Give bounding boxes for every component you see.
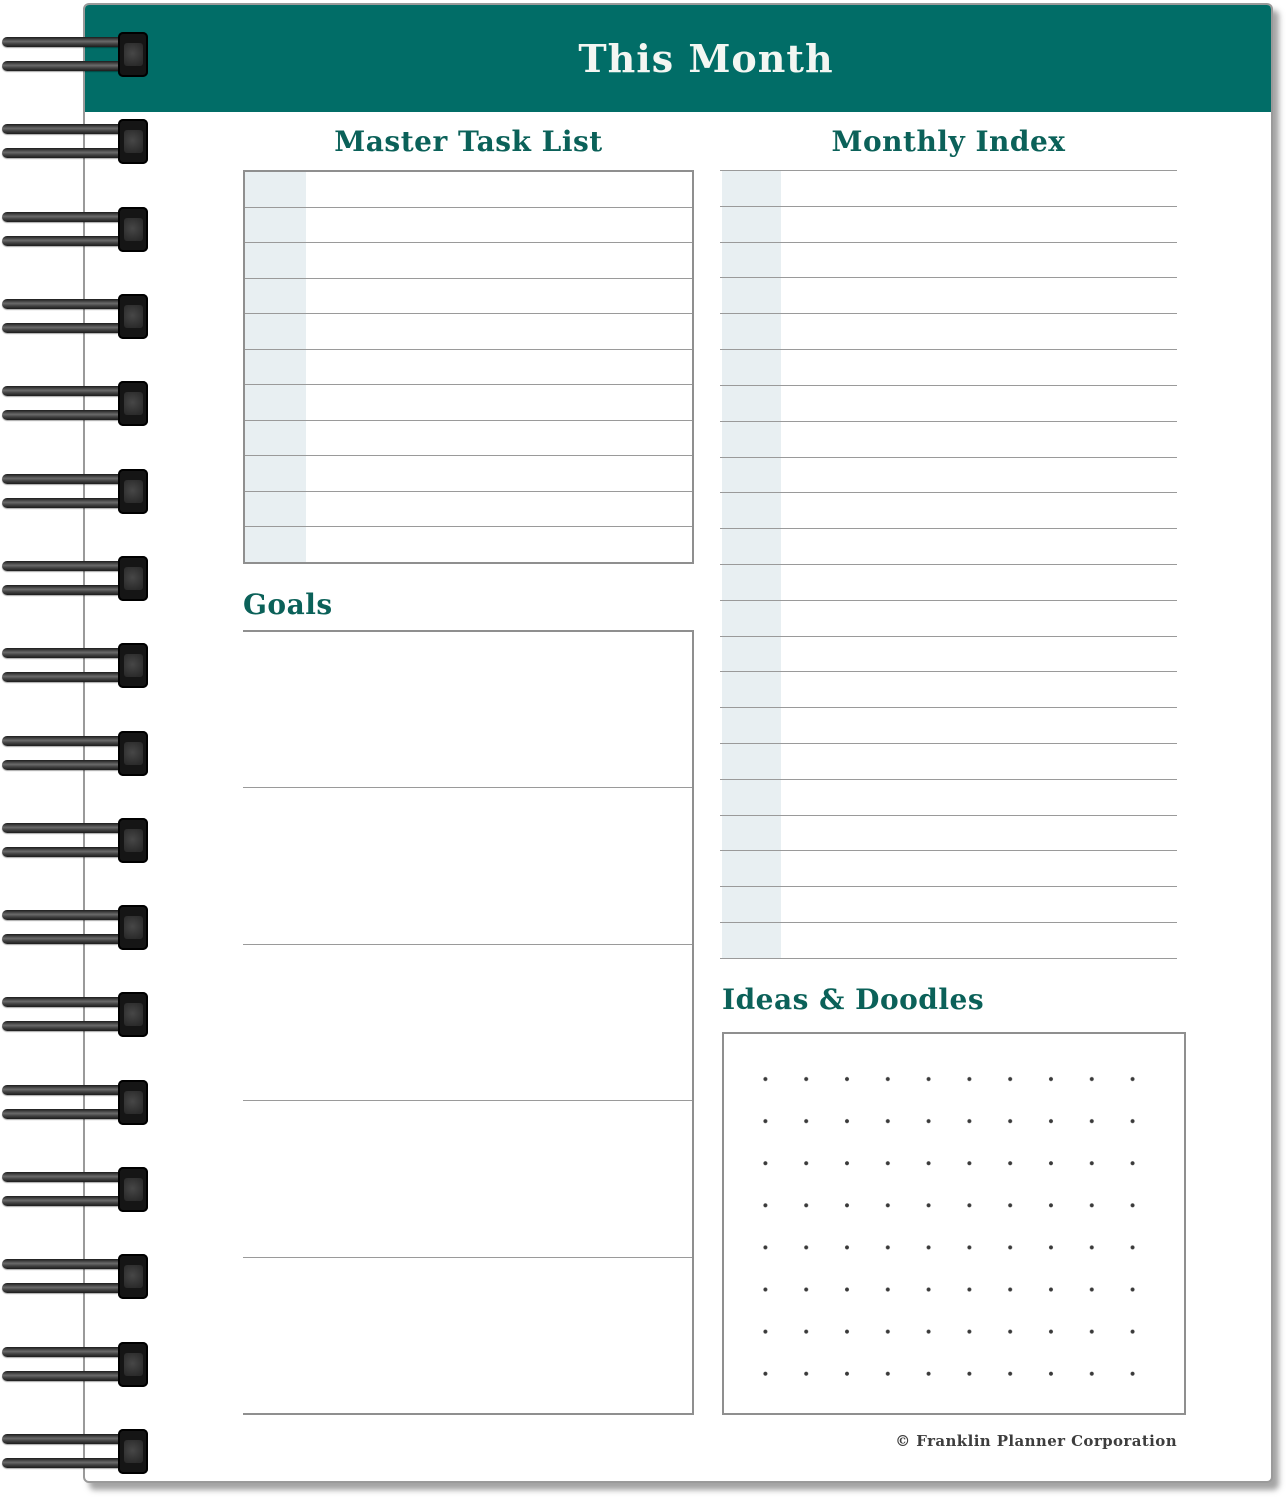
table-row — [245, 350, 692, 386]
goal-cell — [243, 1258, 692, 1413]
table-row — [720, 708, 1177, 744]
ideas-doodles-heading: Ideas & Doodles — [722, 983, 985, 1016]
coil-clamp-highlight — [124, 218, 143, 241]
binding-coil — [0, 294, 148, 339]
table-row — [245, 385, 692, 421]
row-shade-cell — [722, 851, 781, 886]
table-row — [245, 208, 692, 244]
binding-coil — [0, 643, 148, 688]
row-shade-cell — [245, 314, 306, 349]
coil-clamp-icon — [118, 905, 148, 950]
ideas-doodles-box — [722, 1032, 1186, 1415]
goal-cell — [243, 788, 692, 944]
binding-coil — [0, 119, 148, 164]
coil-clamp-highlight — [124, 567, 143, 590]
row-shade-cell — [722, 637, 781, 672]
row-shade-cell — [722, 386, 781, 421]
coil-clamp-highlight — [124, 1440, 143, 1463]
row-shade-cell — [722, 672, 781, 707]
coil-clamp-icon — [118, 1429, 148, 1474]
row-shade-cell — [722, 422, 781, 457]
binding-coil — [0, 1167, 148, 1212]
row-shade-cell — [245, 456, 306, 491]
page-title: This Month — [578, 36, 834, 81]
coil-clamp-icon — [118, 556, 148, 601]
coil-clamp-icon — [118, 119, 148, 164]
coil-clamp-highlight — [124, 1091, 143, 1114]
table-row — [720, 350, 1177, 386]
dot-grid — [745, 1058, 1153, 1395]
table-row — [720, 887, 1177, 923]
row-shade-cell — [722, 493, 781, 528]
coil-clamp-highlight — [124, 1353, 143, 1376]
binding-coil — [0, 1429, 148, 1474]
master-task-list-heading: Master Task List — [334, 125, 603, 158]
coil-clamp-icon — [118, 1167, 148, 1212]
goals-heading: Goals — [243, 588, 333, 621]
row-shade-cell — [722, 780, 781, 815]
monthly-index-heading: Monthly Index — [831, 125, 1066, 158]
coil-clamp-icon — [118, 731, 148, 776]
table-row — [720, 816, 1177, 852]
coil-clamp-icon — [118, 992, 148, 1037]
table-row — [720, 458, 1177, 494]
table-row — [720, 386, 1177, 422]
coil-clamp-highlight — [124, 43, 143, 66]
binding-coil — [0, 381, 148, 426]
coil-clamp-icon — [118, 381, 148, 426]
coil-clamp-icon — [118, 1342, 148, 1387]
row-shade-cell — [245, 243, 306, 278]
spiral-binding — [0, 32, 148, 1474]
row-shade-cell — [722, 207, 781, 242]
table-row — [720, 744, 1177, 780]
coil-clamp-highlight — [124, 742, 143, 765]
monthly-index-table — [720, 170, 1177, 959]
table-row — [720, 637, 1177, 673]
row-shade-cell — [245, 492, 306, 527]
coil-clamp-icon — [118, 1254, 148, 1299]
row-shade-cell — [722, 887, 781, 922]
binding-coil — [0, 1342, 148, 1387]
binding-coil — [0, 207, 148, 252]
row-shade-cell — [722, 601, 781, 636]
binding-coil — [0, 1254, 148, 1299]
month-banner — [85, 5, 1271, 112]
binding-coil — [0, 469, 148, 514]
coil-clamp-highlight — [124, 1178, 143, 1201]
table-row — [245, 172, 692, 208]
row-shade-cell — [722, 923, 781, 958]
master-task-list-table — [243, 170, 694, 564]
table-row — [245, 314, 692, 350]
table-row — [720, 601, 1177, 637]
row-shade-cell — [722, 171, 781, 206]
row-shade-cell — [722, 243, 781, 278]
coil-clamp-highlight — [124, 305, 143, 328]
row-shade-cell — [245, 421, 306, 456]
coil-clamp-highlight — [124, 916, 143, 939]
table-row — [720, 672, 1177, 708]
table-row — [720, 780, 1177, 816]
coil-clamp-highlight — [124, 392, 143, 415]
coil-clamp-icon — [118, 1080, 148, 1125]
table-row — [720, 529, 1177, 565]
table-row — [720, 422, 1177, 458]
coil-clamp-highlight — [124, 1003, 143, 1026]
binding-coil — [0, 32, 148, 77]
table-row — [245, 456, 692, 492]
coil-clamp-highlight — [124, 829, 143, 852]
row-shade-cell — [245, 350, 306, 385]
row-shade-cell — [245, 527, 306, 562]
row-shade-cell — [722, 529, 781, 564]
table-row — [720, 314, 1177, 350]
coil-clamp-icon — [118, 207, 148, 252]
row-shade-cell — [722, 565, 781, 600]
coil-clamp-highlight — [124, 654, 143, 677]
table-row — [720, 493, 1177, 529]
coil-clamp-icon — [118, 643, 148, 688]
row-shade-cell — [245, 208, 306, 243]
row-shade-cell — [722, 350, 781, 385]
table-row — [245, 279, 692, 315]
table-row — [245, 492, 692, 528]
row-shade-cell — [245, 172, 306, 207]
row-shade-cell — [722, 458, 781, 493]
binding-coil — [0, 1080, 148, 1125]
coil-clamp-icon — [118, 294, 148, 339]
table-row — [720, 851, 1177, 887]
row-shade-cell — [245, 279, 306, 314]
goal-cell — [243, 1101, 692, 1257]
planner-page — [83, 3, 1273, 1483]
coil-clamp-highlight — [124, 1265, 143, 1288]
coil-clamp-highlight — [124, 130, 143, 153]
coil-clamp-icon — [118, 469, 148, 514]
table-row — [720, 243, 1177, 279]
binding-coil — [0, 556, 148, 601]
goal-cell — [243, 632, 692, 788]
table-row — [720, 923, 1177, 959]
row-shade-cell — [722, 278, 781, 313]
row-shade-cell — [245, 385, 306, 420]
table-row — [245, 527, 692, 562]
table-row — [720, 207, 1177, 243]
footer-copyright: © Franklin Planner Corporation — [895, 1432, 1177, 1450]
table-row — [720, 278, 1177, 314]
goals-box — [243, 630, 694, 1415]
table-row — [720, 565, 1177, 601]
row-shade-cell — [722, 314, 781, 349]
binding-coil — [0, 731, 148, 776]
coil-clamp-icon — [118, 818, 148, 863]
table-row — [720, 171, 1177, 207]
coil-clamp-icon — [118, 32, 148, 77]
table-row — [245, 421, 692, 457]
binding-coil — [0, 992, 148, 1037]
binding-coil — [0, 818, 148, 863]
row-shade-cell — [722, 816, 781, 851]
goal-cell — [243, 945, 692, 1101]
binding-coil — [0, 905, 148, 950]
row-shade-cell — [722, 744, 781, 779]
table-row — [245, 243, 692, 279]
row-shade-cell — [722, 708, 781, 743]
coil-clamp-highlight — [124, 480, 143, 503]
